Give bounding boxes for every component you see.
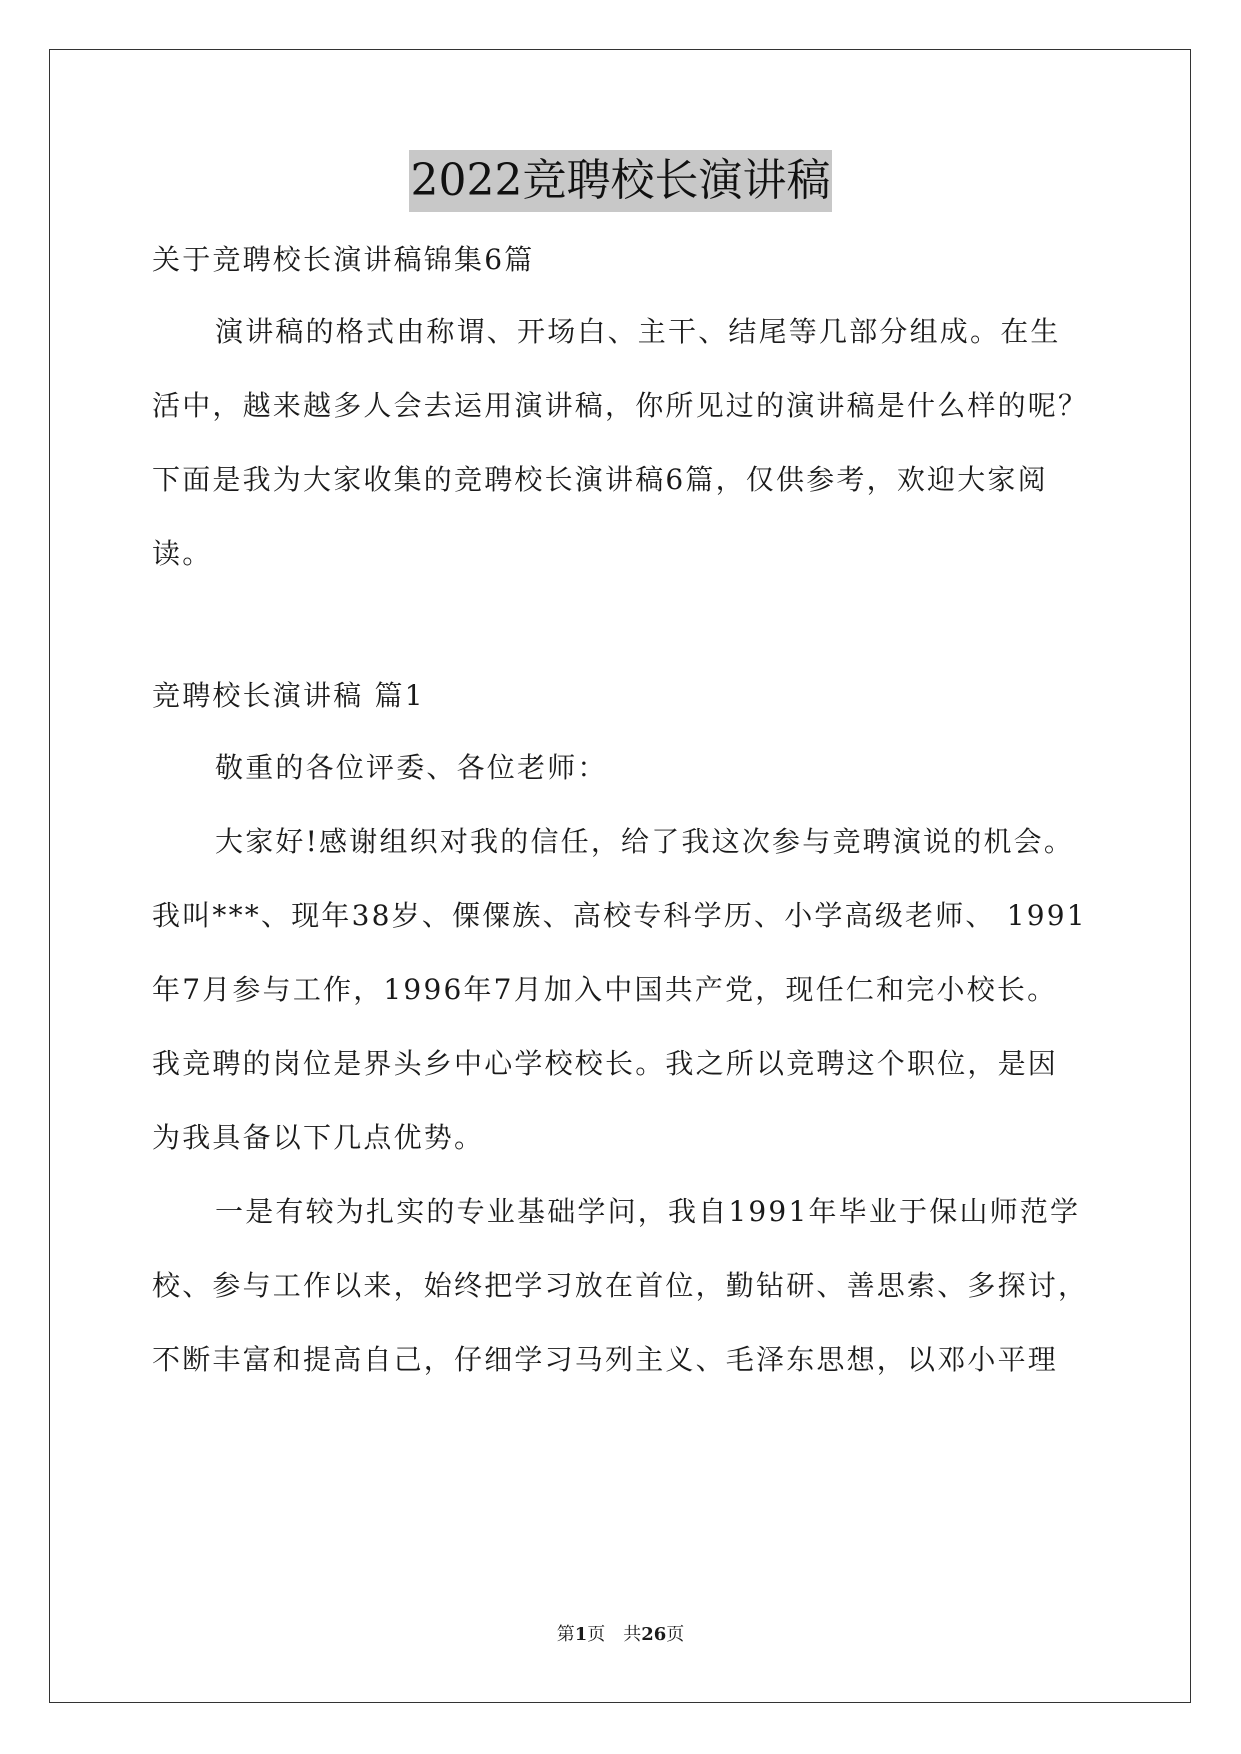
page-footer — [0, 1623, 1241, 1647]
intro-line: 读。 — [152, 537, 213, 570]
page-label-mid: 页 共 — [587, 1624, 642, 1645]
document-title: 2022竞聘校长演讲稿 — [409, 150, 833, 212]
title-container — [0, 150, 1241, 212]
document-subtitle: 关于竞聘校长演讲稿锦集6篇 — [152, 243, 535, 276]
body-line: 不断丰富和提高自己，仔细学习马列主义、毛泽东思想，以邓小平理 — [152, 1343, 1059, 1376]
body-line: 我叫***、现年38岁、傈僳族、高校专科学历、小学高级老师、 1991 — [152, 899, 1087, 932]
page-total: 26 — [641, 1624, 667, 1645]
intro-line: 演讲稿的格式由称谓、开场白、主干、结尾等几部分组成。在生 — [215, 315, 1061, 348]
page-number: 1 — [574, 1624, 588, 1645]
body-line: 年7月参与工作，1996年7月加入中国共产党，现任仁和完小校长。 — [152, 973, 1058, 1006]
page-label-prefix: 第 — [556, 1624, 575, 1645]
body-line: 我竞聘的岗位是界头乡中心学校校长。我之所以竞聘这个职位，是因 — [152, 1047, 1059, 1080]
intro-line: 下面是我为大家收集的竞聘校长演讲稿6篇，仅供参考，欢迎大家阅 — [152, 463, 1048, 496]
body-line: 为我具备以下几点优势。 — [152, 1121, 485, 1154]
section-heading: 竞聘校长演讲稿 篇1 — [152, 679, 425, 712]
body-line: 校、参与工作以来，始终把学习放在首位，勤钻研、善思索、多探讨， — [152, 1269, 1089, 1302]
body-line: 大家好!感谢组织对我的信任，给了我这次参与竞聘演说的机会。 — [215, 825, 1075, 858]
body-line: 一是有较为扎实的专业基础学问，我自1991年毕业于保山师范学 — [215, 1195, 1081, 1228]
page-border — [49, 49, 1191, 1703]
intro-line: 活中，越来越多人会去运用演讲稿，你所见过的演讲稿是什么样的呢？ — [152, 389, 1089, 422]
page-label-suffix: 页 — [666, 1624, 685, 1645]
greeting-line: 敬重的各位评委、各位老师： — [215, 751, 608, 784]
